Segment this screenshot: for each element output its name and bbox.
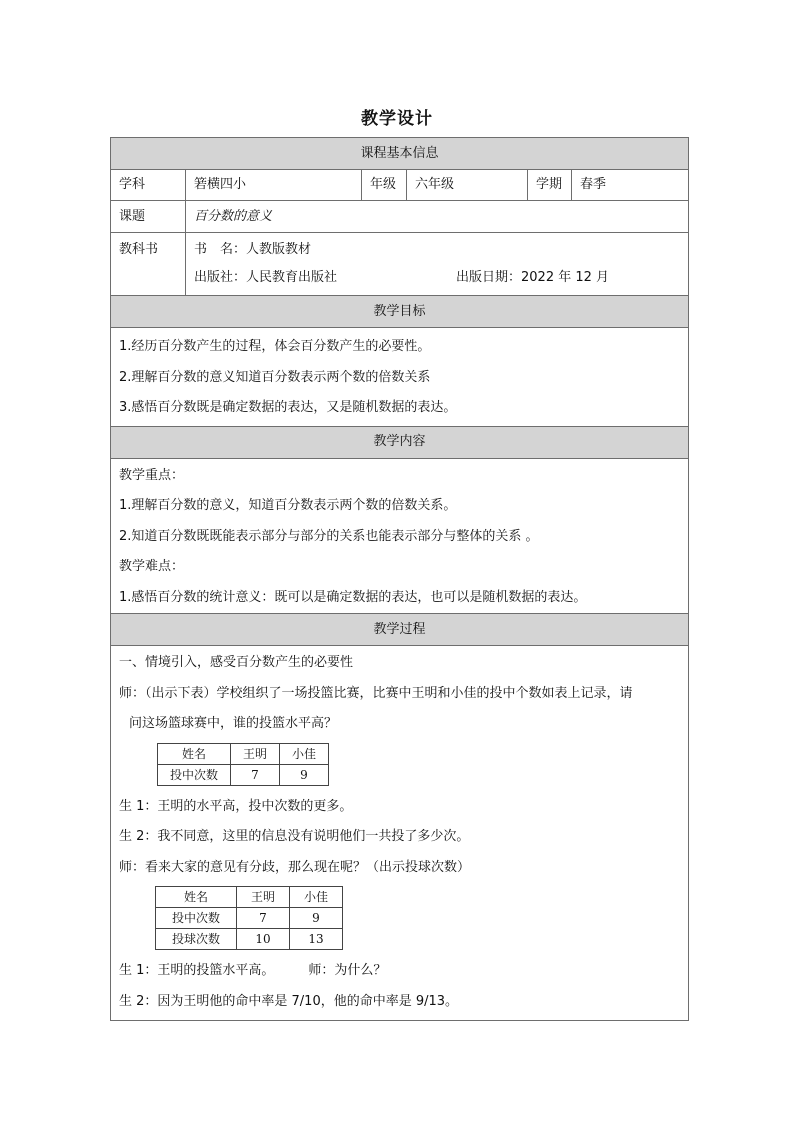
table2-cell: 9 (290, 908, 343, 929)
student-line: 生 2：我不同意，这里的信息没有说明他们一共投了多少次。 (119, 829, 470, 844)
key-points-label: 教学重点： (119, 467, 185, 483)
teacher-line: 师：（出示下表）学校组织了一场投篮比赛，比赛中王明和小佳的投中个数如表上记录，请 (119, 685, 633, 701)
table1-cell: 7 (231, 764, 280, 785)
dialogue-row (119, 956, 680, 987)
subject-label: 学科 (111, 170, 186, 201)
book-name: 书 名：人教版教材 (194, 242, 312, 257)
textbook-info (186, 233, 689, 296)
difficult-point-item: 1.感悟百分数的统计意义：既可以是确定数据的表达，也可以是随机数据的表达。 (119, 589, 587, 605)
content-block (111, 458, 689, 614)
key-point-item: 1.理解百分数的意义，知道百分数表示两个数的倍数关系。 (119, 498, 457, 513)
section-basic-info: 课程基本信息 (111, 138, 689, 170)
teacher-line-cont: 问这场篮球赛中，谁的投篮水平高？ (129, 716, 338, 731)
publisher: 出版社：人民教育出版社 (194, 270, 338, 285)
publisher-row (194, 264, 680, 292)
step-title: 一、情境引入，感受百分数产生的必要性 (119, 655, 354, 670)
grade-label: 年级 (362, 170, 407, 201)
table2-header: 王明 (237, 887, 290, 908)
objective-item: 1.经历百分数产生的过程，体会百分数产生的必要性。 (119, 339, 431, 354)
student-line: 生 2：因为王明他的命中率是 7/10，他的命中率是 9/13。 (119, 993, 459, 1009)
objective-item: 2.理解百分数的意义知道百分数表示两个数的倍数关系 (119, 369, 431, 385)
table2-cell: 13 (290, 929, 343, 950)
student-line: 生 1：王明的水平高，投中次数的更多。 (119, 798, 353, 814)
process-block (111, 646, 689, 1021)
objective-item: 3.感悟百分数既是确定数据的表达，又是随机数据的表达。 (119, 400, 457, 415)
table1-header: 姓名 (158, 743, 231, 764)
table2-header: 姓名 (156, 887, 237, 908)
table2-header: 小佳 (290, 887, 343, 908)
table1-header: 小佳 (280, 743, 329, 764)
section-objectives: 教学目标 (111, 296, 689, 328)
publish-date: 出版日期：2022 年 12 月 (456, 270, 610, 285)
subject-value: 箬横四小 (186, 170, 362, 201)
score-table-1 (157, 743, 329, 786)
topic-value: 百分数的意义 (186, 201, 689, 233)
section-process: 教学过程 (111, 614, 689, 646)
table2-cell: 投中次数 (156, 908, 237, 929)
lesson-plan-table (110, 137, 689, 1021)
table2-cell: 7 (237, 908, 290, 929)
textbook-label-text: 教科书 (119, 242, 159, 257)
difficult-points-label: 教学难点： (119, 559, 185, 574)
topic-label: 课题 (111, 201, 186, 233)
document-title: 教学设计 (361, 109, 433, 129)
table1-header: 王明 (231, 743, 280, 764)
student-line: 生 1：王明的投篮水平高。 (119, 963, 275, 978)
grade-value: 六年级 (407, 170, 528, 201)
table1-cell: 9 (280, 764, 329, 785)
key-point-item: 2.知道百分数既既能表示部分与部分的关系也能表示部分与整体的关系 。 (119, 528, 539, 544)
section-content: 教学内容 (111, 426, 689, 458)
term-value: 春季 (572, 170, 689, 201)
table2-cell: 投球次数 (156, 929, 237, 950)
score-table-2 (155, 886, 343, 950)
table2-cell: 10 (237, 929, 290, 950)
teacher-line: 师：为什么？ (308, 963, 387, 978)
teacher-line: 师：看来大家的意见有分歧，那么现在呢？（出示投球次数） (119, 859, 471, 875)
table1-cell: 投中次数 (158, 764, 231, 785)
term-label: 学期 (528, 170, 572, 201)
textbook-label (111, 233, 186, 296)
objectives-block (111, 328, 689, 427)
